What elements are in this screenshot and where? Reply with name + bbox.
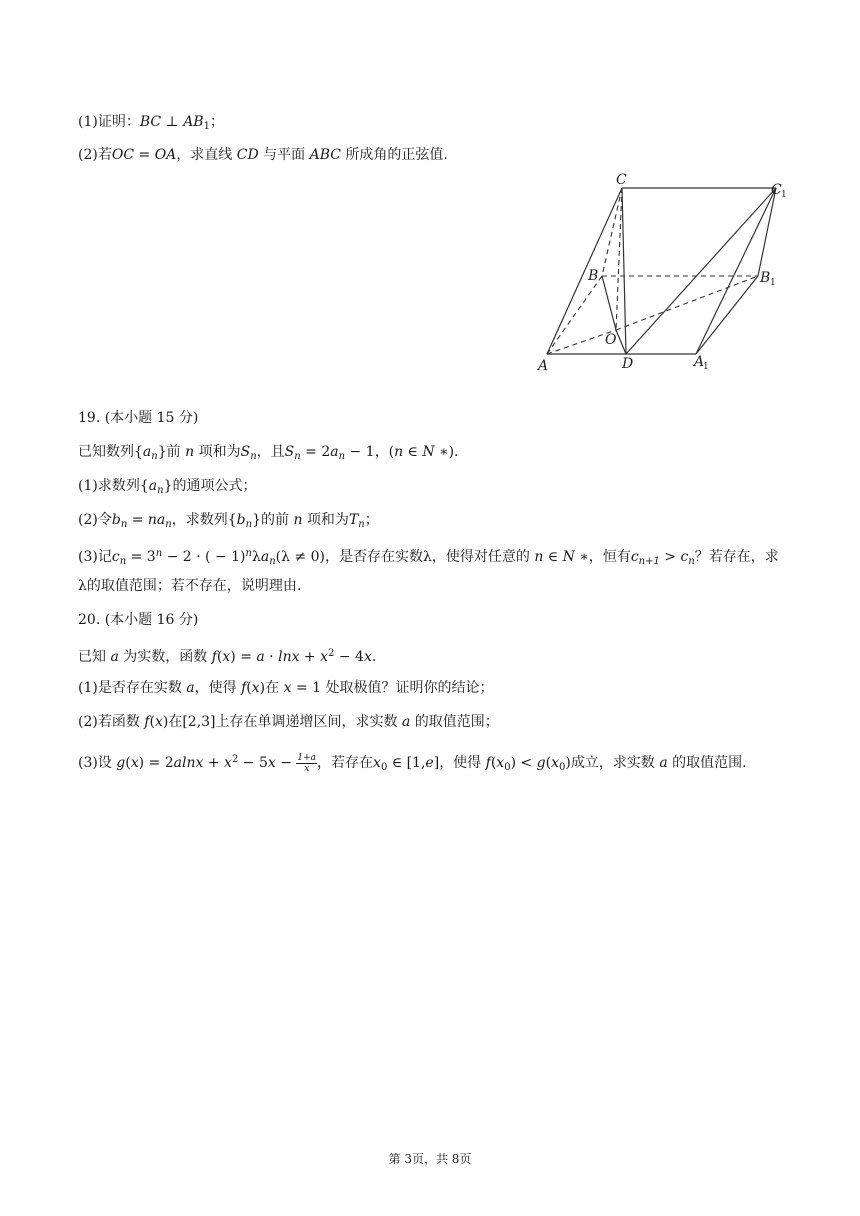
problem19-heading: 19. (本小题 15 分) [78,410,199,426]
label-C1: C [771,182,782,198]
problem19-part1: (1)求数列$\{a_n\}$的通项公式； [78,478,257,496]
problem20-stem: 已知 a 为实数，函数 $f(x) = a \cdot \ln x + x^2 - 4x$. [78,648,377,665]
problem19-part2: (2)令$b_n = na_n$，求数列$\{b_n\}$的前 n 项和为$T_n$； [78,512,379,530]
label-C: C [616,172,627,188]
problem20-part2: (2)若函数 f(x)在[2,3]上存在单调递增区间，求实数 a 的取值范围； [78,714,499,730]
page-footer: 第 3页，共 8页 [388,1152,472,1166]
label-B: B [588,268,599,284]
prism-figure [530,170,790,378]
problem19-part3-line2: λ的取值范围；若不存在，说明理由. [78,578,302,594]
problem20-part1: (1)是否存在实数 a，使得 f(x)在 x = 1 处取极值？证明你的结论； [78,680,494,696]
problem20-part3: (3)设 $g(x) = 2alnx + x^2 - 5x$ − $\frac{1+a}{x}$ ，若存在$x_0$ ∈ [1,e]，使得 $f(x_0) < g(x_0)$成立，求实数 a 的取值范围. [78,752,747,774]
label-A: A [538,358,549,374]
label-D: D [622,356,634,372]
label-A1-sub: 1 [703,362,709,372]
problem18-part2: (2)若OC = OA，求直线 CD 与平面 ABC 所成角的正弦值. [78,147,448,163]
problem19-stem: 已知数列$\{a_n\}$前 n 项和为$S_n$，且$S_n = 2a_n - 1$，(n ∈ N ∗). [78,444,459,462]
label-A1: A [694,354,705,370]
label-B1: B [760,270,771,286]
label-O: O [605,332,617,348]
label-C1-sub: 1 [781,190,787,200]
problem18-part1: (1)证明：BC ⊥ $AB_1$； [78,114,224,132]
label-B1-sub: 1 [770,278,776,288]
problem19-part3: (3)记$c_n = 3^n - 2$ · ( − $1)^n\lambda a_n(\lambda \ne 0)$，是否存在实数λ，使得对任意的 n ∈ N ∗，恒有$c_{n+1} > c_n$？若存在，求 [78,548,779,567]
problem20-heading: 20. (本小题 16 分) [78,612,199,628]
